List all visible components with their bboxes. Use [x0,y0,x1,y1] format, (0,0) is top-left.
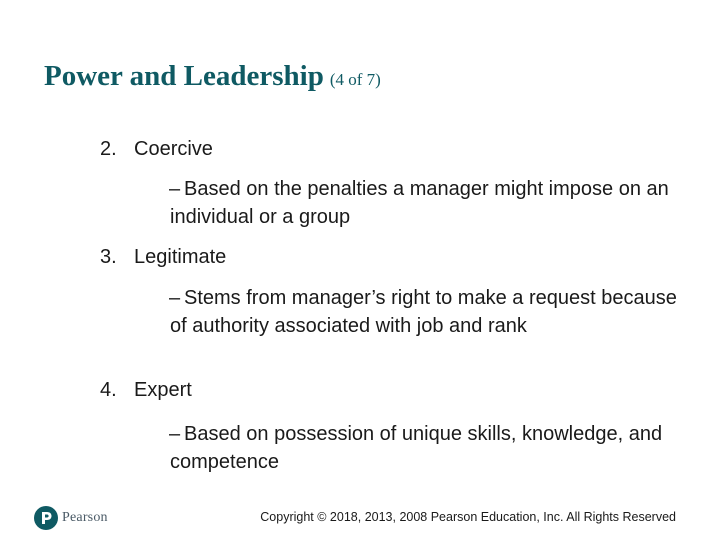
sub-item-text: Based on possession of unique skills, knowledge, and competence [170,423,663,473]
sub-item-legitimate [170,284,680,340]
dash-bullet: – [169,423,181,445]
sub-item-expert [170,420,680,476]
slide-title-text: Power and Leadership [44,60,324,92]
list-item-number: 3. [100,246,117,268]
list-item-label: Legitimate [134,246,227,268]
slide-title [44,56,381,100]
sub-item-text: Based on the penalties a manager might impose on an individual or a group [170,178,669,228]
list-item-legitimate [100,244,226,270]
pearson-logo [34,505,108,531]
dash-bullet: – [169,287,181,309]
pearson-p-icon [34,506,58,530]
list-item-coercive [100,136,213,162]
list-item-expert [100,377,192,403]
list-item-label: Coercive [134,138,213,160]
slide-subtitle: (4 of 7) [329,70,381,89]
sub-item-text: Stems from manager’s right to make a request because of authority associated with job and rank [170,287,677,337]
sub-item-coercive [170,175,680,231]
list-item-number: 2. [100,138,117,160]
dash-bullet: – [169,178,181,200]
copyright-notice: Copyright © 2018, 2013, 2008 Pearson Education, Inc. All Rights Reserved [260,510,676,524]
pearson-wordmark: Pearson [62,510,108,525]
list-item-label: Expert [134,379,192,401]
list-item-number: 4. [100,379,117,401]
